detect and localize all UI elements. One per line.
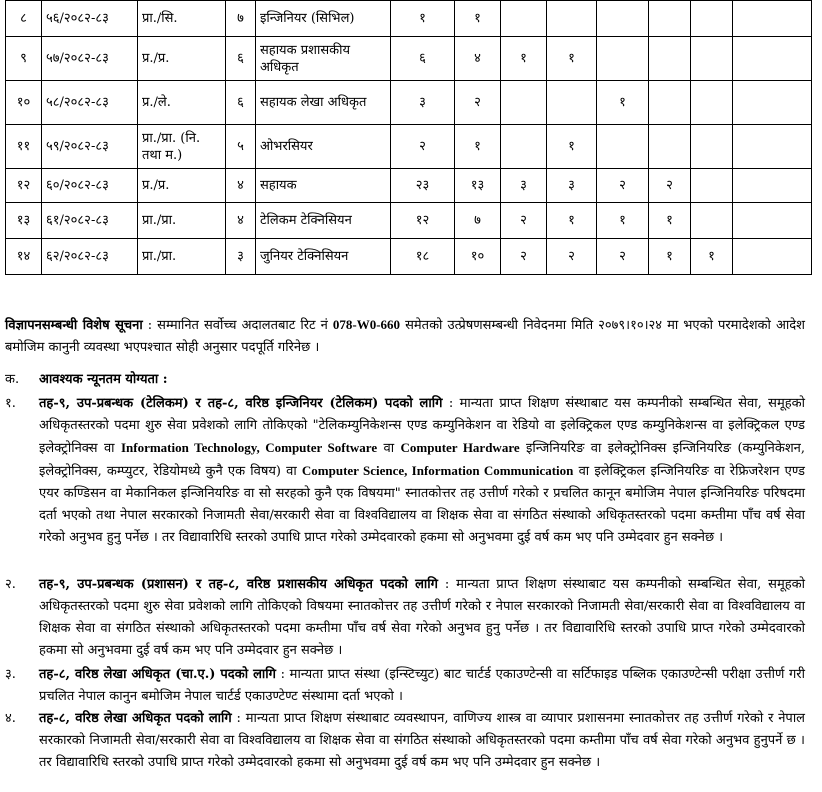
- level-cell: ३: [226, 239, 256, 275]
- serial-cell: १०: [6, 81, 42, 125]
- total-cell: २३: [391, 169, 455, 203]
- item-title: तह-८, वरिष्ठ लेखा अधिकृत (चा.ए.) पदको लागि: [39, 667, 276, 682]
- post-cell: सहायक: [256, 169, 391, 203]
- item-number: ३.: [5, 667, 16, 682]
- count-cell: [733, 37, 812, 81]
- item-title: तह-९, उप-प्रबन्धक (टेलिकम) र तह-८, वरिष्ठ इन्जिनियर (टेलिकम) पदको लागि: [39, 396, 443, 411]
- count-cell: १: [597, 203, 649, 239]
- table-row: [6, 125, 812, 169]
- count-cell: २: [597, 239, 649, 275]
- table-row: [6, 37, 812, 81]
- count-cell: [691, 1, 733, 37]
- item-text: वा: [383, 441, 395, 456]
- item-text: वा इलेक्ट्रिकल इन्जिनियरिङ वा रेफ्रिजरेशन एण्ड एयर कण्डिसन वा मेकानिकल इन्जिनियरिङ वा सो सरहको कुनै एक विषयमा" स्नातकोत्तर तह उत्तीर्ण गरेको र प्रचलित कानून बमोजिम नेपाल इन्जिनियरिङ परिषदमा दर्ता भएको तथा नेपाल सरकारको निजामती सेवा/सरकारी सेवा वा विश्वविद्यालय वा शिक्षक सेवा वा संगठित संस्थाको अधिकृतस्तरको पदमा कम्तीमा पाँच वर्ष सेवा गरेको अनुभव हुनु पर्नेछ । तर विद्यावारिधि स्तरको उपाधि प्राप्त गरेको उम्मेदवारको हकमा सो अनुभवमा दुई वर्ष कम भए पनि उम्मेदवार हुन सक्नेछ ।: [39, 464, 805, 545]
- count-cell: [733, 125, 812, 169]
- count-cell: १: [649, 203, 691, 239]
- serial-cell: ११: [6, 125, 42, 169]
- special-notice: [5, 314, 805, 359]
- writ-number: 078-W0-660: [332, 317, 401, 332]
- notice-title: विज्ञापनसम्बन्धी विशेष सूचना: [5, 318, 143, 333]
- table-row: [6, 81, 812, 125]
- serial-cell: ९: [6, 37, 42, 81]
- count-cell: २: [501, 203, 547, 239]
- notice-text-before: : सम्मानित सर्वोच्च अदालतबाट रिट नं: [147, 318, 328, 333]
- count-cell: [547, 1, 597, 37]
- count-cell: १०: [455, 239, 501, 275]
- table-row: [6, 203, 812, 239]
- count-cell: [501, 81, 547, 125]
- item-text: इन्जिनियरिङ वा इलेक्ट्रोनिक्स इन्जिनियरिङ (कम्युनिकेशन, इलेक्ट्रोनिक्स, कम्प्युटर, रेडियोमध्ये कुनै एक विषय) वा: [39, 441, 806, 479]
- serial-cell: १४: [6, 239, 42, 275]
- item-number: १.: [5, 396, 16, 411]
- count-cell: २: [455, 81, 501, 125]
- item-text: : मान्यता प्राप्त शिक्षण संस्थाबाट व्यवस्थापन, वाणिज्य शास्त्र वा व्यापार प्रशासनमा स्नातकोत्तर तह उत्तीर्ण गरेको र नेपाल सरकारको निजामती सेवा/सरकारी सेवा वा विश्वविद्यालय वा शिक्षक सेवा वा संगठित संस्थाको अधिकृतस्तरको पदमा कम्तीमा पाँच वर्ष सेवा गरेको अनुभव हुनुपर्ने छ । तर विद्यावारिधि स्तरको उपाधि प्राप्त गरेको उम्मेदवारको हकमा सो अनुभवमा दुई वर्ष कम भए पनि उम्मेदवार हुन सक्नेछ ।: [39, 711, 806, 770]
- count-cell: [649, 81, 691, 125]
- post-cell: जुनियर टेक्निसियन: [256, 239, 391, 275]
- table-row: [6, 239, 812, 275]
- item-english-term: Information Technology, Computer Software: [120, 440, 378, 455]
- section-title: आवश्यक न्यूनतम योग्यता :: [39, 372, 168, 387]
- count-cell: २: [501, 239, 547, 275]
- count-cell: [597, 125, 649, 169]
- total-cell: ३: [391, 81, 455, 125]
- total-cell: १२: [391, 203, 455, 239]
- post-cell: इन्जिनियर (सिभिल): [256, 1, 391, 37]
- table-row: [6, 169, 812, 203]
- item-text: : मान्यता प्राप्त शिक्षण संस्थाबाट यस कम्पनीको सम्बन्धित सेवा, समूहको अधिकृतस्तरको पदमा शुरु सेवा प्रवेशको लागि तोकिएको विषयमा स्नातकोत्तर तह उत्तीर्ण गरेको र नेपाल सरकारको निजामती सेवा/सरकारी सेवा वा विश्वविद्यालय वा शिक्षक सेवा वा संगठित संस्थाको अधिकृतस्तरको पदमा कम्तीमा पाँच वर्ष सेवा गरेको अनुभव हुनु पर्नेछ । तर विद्यावारिधि स्तरको उपाधि प्राप्त गरेको उम्मेदवारको हकमा सो अनुभवमा दुई वर्ष कम भए पनि उम्मेदवार हुन सक्नेछ ।: [39, 577, 805, 658]
- count-cell: [733, 239, 812, 275]
- level-cell: ६: [226, 81, 256, 125]
- item-english-term: Computer Science, Information Communication: [301, 463, 574, 478]
- post-cell: टेलिकम टेक्निसियन: [256, 203, 391, 239]
- count-cell: [733, 1, 812, 37]
- count-cell: १: [597, 81, 649, 125]
- item-number: ४.: [5, 711, 16, 726]
- count-cell: २: [597, 169, 649, 203]
- level-cell: ४: [226, 169, 256, 203]
- count-cell: [649, 37, 691, 81]
- group-cell: प्र./ले.: [138, 81, 226, 125]
- group-cell: प्र./प्र.: [138, 169, 226, 203]
- item-number: २.: [5, 577, 16, 592]
- post-cell: सहायक प्रशासकीय अधिकृत: [256, 37, 391, 81]
- count-cell: १: [455, 1, 501, 37]
- total-cell: १८: [391, 239, 455, 275]
- group-cell: प्रा./प्रा.: [138, 239, 226, 275]
- group-cell: प्रा./सि.: [138, 1, 226, 37]
- level-cell: ७: [226, 1, 256, 37]
- count-cell: ३: [547, 169, 597, 203]
- count-cell: [501, 1, 547, 37]
- qualification-item-2: [5, 574, 805, 662]
- count-cell: [547, 81, 597, 125]
- count-cell: [691, 81, 733, 125]
- count-cell: [733, 81, 812, 125]
- serial-cell: १२: [6, 169, 42, 203]
- level-cell: ५: [226, 125, 256, 169]
- count-cell: २: [649, 169, 691, 203]
- count-cell: [691, 37, 733, 81]
- total-cell: ६: [391, 37, 455, 81]
- count-cell: [649, 1, 691, 37]
- count-cell: [691, 203, 733, 239]
- count-cell: [691, 169, 733, 203]
- count-cell: १: [455, 125, 501, 169]
- count-cell: १: [691, 239, 733, 275]
- count-cell: [501, 125, 547, 169]
- count-cell: ४: [455, 37, 501, 81]
- count-cell: २: [547, 239, 597, 275]
- group-cell: प्रा./प्रा.: [138, 203, 226, 239]
- ad-code-cell: ६१/२०८२-८३: [42, 203, 138, 239]
- level-cell: ६: [226, 37, 256, 81]
- count-cell: [597, 1, 649, 37]
- post-cell: ओभरसियर: [256, 125, 391, 169]
- count-cell: १: [547, 203, 597, 239]
- ad-code-cell: ६०/२०८२-८३: [42, 169, 138, 203]
- qualification-item-4: [5, 708, 805, 774]
- item-title: तह-९, उप-प्रबन्धक (प्रशासन) र तह-८, वरिष्ठ प्रशासकीय अधिकृत पदको लागि: [39, 577, 438, 592]
- notice-text-after: समेतको उत्प्रेषणसम्बन्धी निवेदनमा मिति २०७९।१०।२४ मा भएको परमादेशको आदेश बमोजिम कानुनी व्यवस्था भएपश्चात सोही अनुसार पदपूर्ति गरिनेछ ।: [5, 318, 805, 355]
- item-text: : मान्यता प्राप्त शिक्षण संस्थाबाट यस कम्पनीको सम्बन्धित सेवा, समूहको अधिकृतस्तरको पदमा शुरु सेवा प्रवेशको लागि तोकिएको "टेलिकम्युनिकेशन्स एण्ड कम्युनिकेशन वा रेडियो वा इलेक्ट्रिकल एण्ड कम्युनिकेशन्स वा इलेक्ट्रिकल एण्ड इलेक्ट्रोनिक्स वा: [39, 396, 805, 456]
- qualification-heading: [5, 369, 168, 391]
- count-cell: १: [501, 37, 547, 81]
- post-cell: सहायक लेखा अधिकृत: [256, 81, 391, 125]
- total-cell: २: [391, 125, 455, 169]
- section-marker: क.: [5, 372, 20, 387]
- count-cell: [691, 125, 733, 169]
- count-cell: [649, 125, 691, 169]
- count-cell: १३: [455, 169, 501, 203]
- item-english-term: Computer Hardware: [400, 440, 520, 455]
- qualification-item-3: [5, 664, 805, 708]
- count-cell: [733, 203, 812, 239]
- item-text: : मान्यता प्राप्त संस्था (इन्स्टिच्युट) बाट चार्टर्ड एकाउण्टेन्सी वा सर्टिफाइड पब्लिक एकाउण्टेन्सी परीक्षा उत्तीर्ण गरी प्रचलित नेपाल कानुन बमोजिम नेपाल चार्टर्ड एकाउण्टेण्ट संस्थामा दर्ता भएको ।: [39, 667, 805, 704]
- count-cell: १: [649, 239, 691, 275]
- count-cell: [597, 37, 649, 81]
- serial-cell: १३: [6, 203, 42, 239]
- count-cell: ७: [455, 203, 501, 239]
- count-cell: [733, 169, 812, 203]
- total-cell: १: [391, 1, 455, 37]
- qualification-item-1: [5, 393, 805, 549]
- vacancy-table: [5, 0, 812, 275]
- count-cell: १: [547, 125, 597, 169]
- ad-code-cell: ५६/२०८२-८३: [42, 1, 138, 37]
- level-cell: ४: [226, 203, 256, 239]
- item-title: तह-८, वरिष्ठ लेखा अधिकृत पदको लागि: [39, 711, 232, 726]
- group-cell: प्र./प्र.: [138, 37, 226, 81]
- count-cell: १: [547, 37, 597, 81]
- serial-cell: ८: [6, 1, 42, 37]
- ad-code-cell: ६२/२०८२-८३: [42, 239, 138, 275]
- count-cell: ३: [501, 169, 547, 203]
- table-row: [6, 1, 812, 37]
- group-cell: प्रा./प्रा. (नि. तथा म.): [138, 125, 226, 169]
- ad-code-cell: ५७/२०८२-८३: [42, 37, 138, 81]
- ad-code-cell: ५९/२०८२-८३: [42, 125, 138, 169]
- ad-code-cell: ५८/२०८२-८३: [42, 81, 138, 125]
